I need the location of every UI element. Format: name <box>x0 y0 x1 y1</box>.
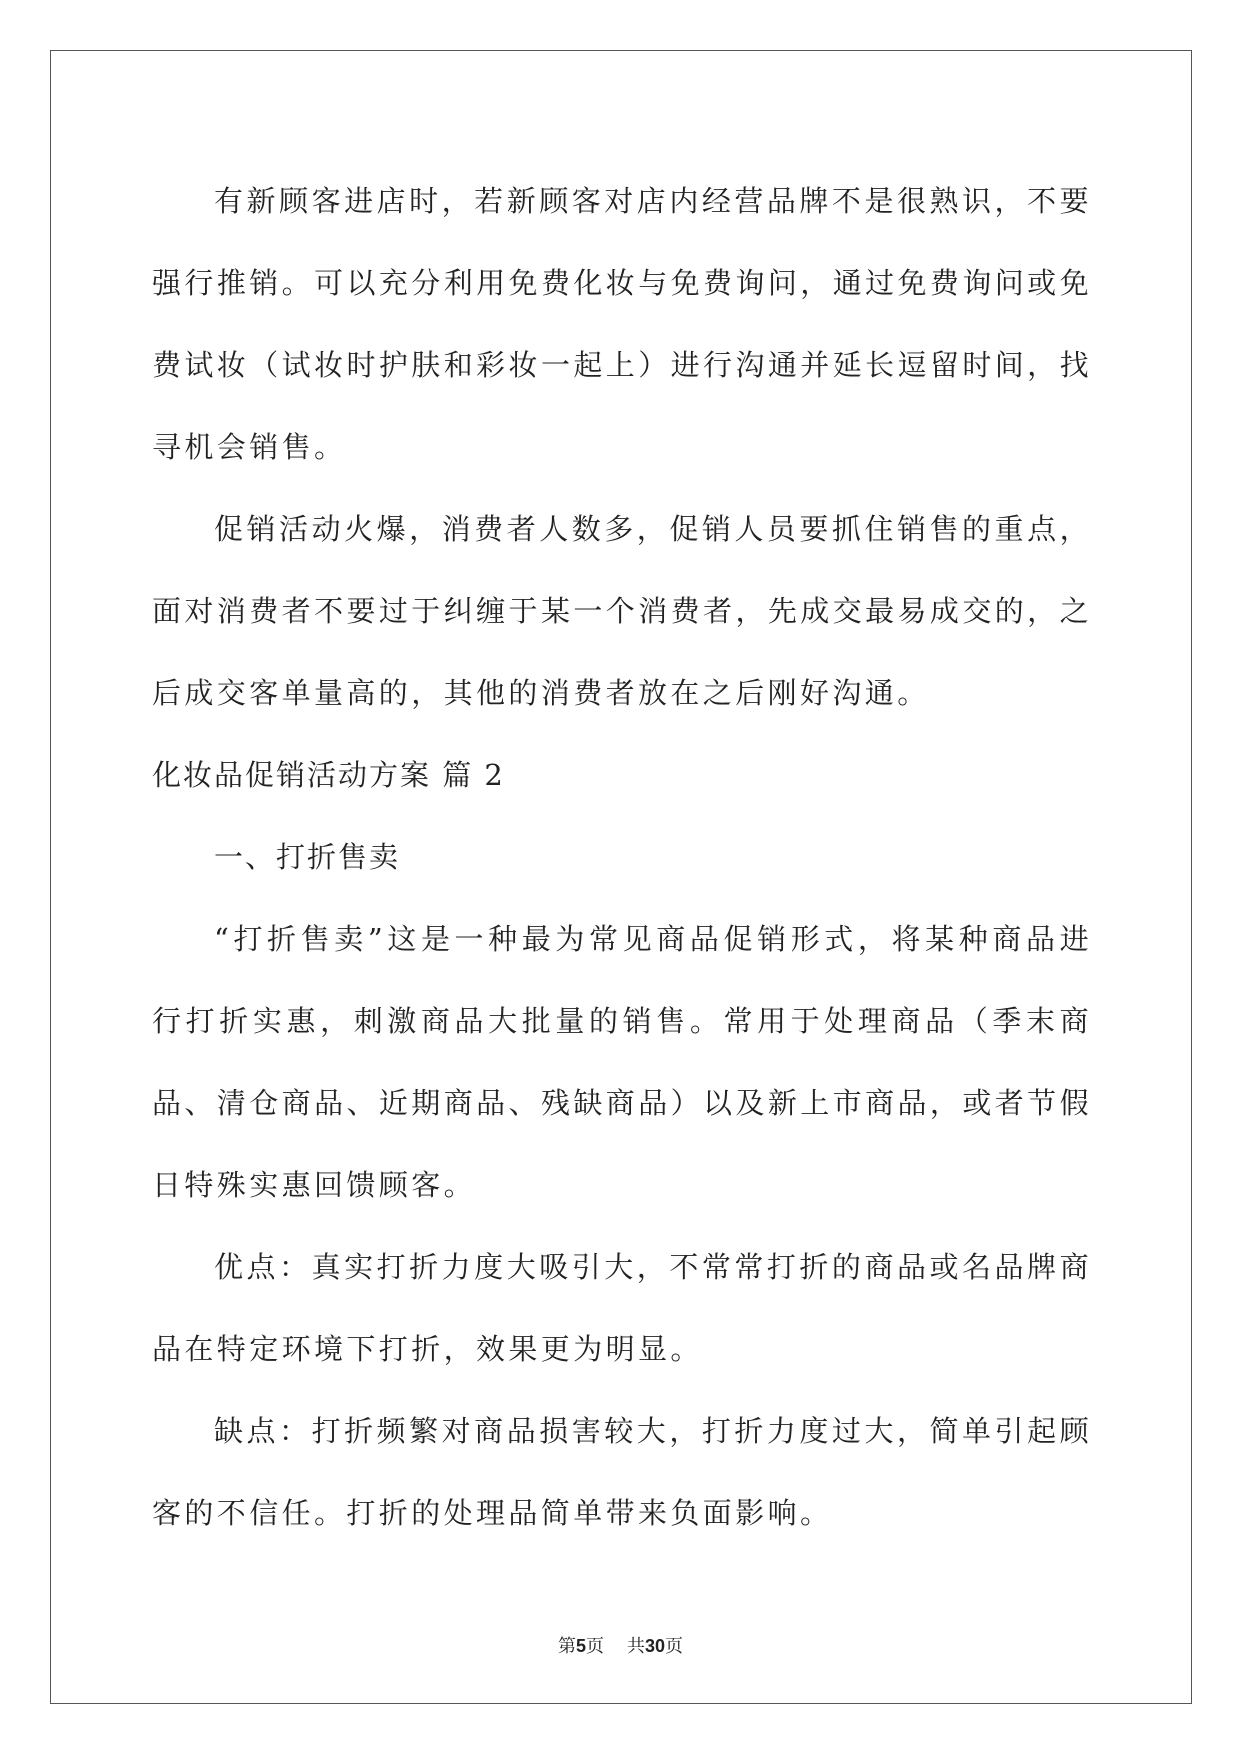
paragraph-advantages: 优点：真实打折力度大吸引大，不常常打折的商品或名品牌商品在特定环境下打折，效果更为明显。 <box>152 1250 1092 1366</box>
paragraph-discount-sale: “打折售卖”这是一种最为常见商品促销形式，将某种商品进行打折实惠，刺激商品大批量的销售。常用于处理商品（季末商品、清仓商品、近期商品、残缺商品）以及新上市商品，或者节假日特殊实惠回馈顾客。 <box>152 922 1092 1202</box>
section-heading: 化妆品促销活动方案 篇 2 <box>152 758 505 792</box>
document-body <box>152 160 1092 1554</box>
paragraph-busy-promotion: 促销活动火爆，消费者人数多，促销人员要抓住销售的重点，面对消费者不要过于纠缠于某一个消费者，先成交最易成交的，之后成交客单量高的，其他的消费者放在之后刚好沟通。 <box>152 512 1092 710</box>
total-suffix: 页 <box>664 1636 683 1657</box>
paragraph-new-customer: 有新顾客进店时，若新顾客对店内经营品牌不是很熟识，不要强行推销。可以充分利用免费化妆与免费询问，通过免费询问或免费试妆（试妆时护肤和彩妆一起上）进行沟通并延长逗留时间，找寻机会销售。 <box>152 184 1092 464</box>
total-prefix: 共 <box>626 1636 645 1657</box>
subsection-heading: 一、打折售卖 <box>214 840 401 874</box>
paragraph-disadvantages: 缺点：打折频繁对商品损害较大，打折力度过大，简单引起顾客的不信任。打折的处理品简单带来负面影响。 <box>152 1414 1092 1530</box>
page-prefix: 第 <box>558 1636 577 1657</box>
page-number: 5 <box>576 1636 587 1656</box>
page-suffix: 页 <box>586 1636 605 1657</box>
page-footer <box>0 1632 1241 1658</box>
total-pages: 30 <box>644 1636 665 1656</box>
